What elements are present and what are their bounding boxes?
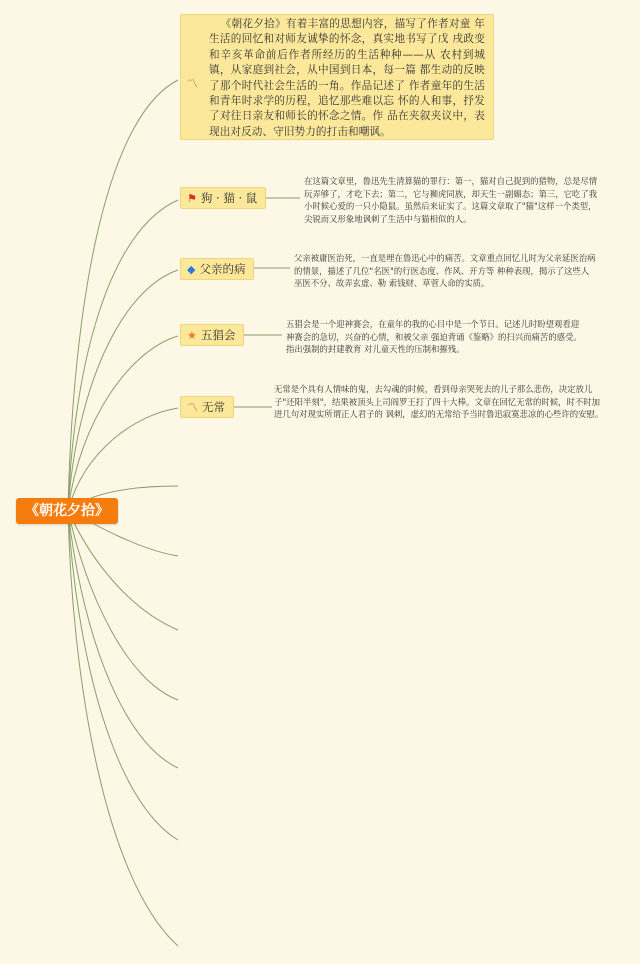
confetti-icon: 〽 xyxy=(187,401,198,414)
topic-label: 狗 · 猫 · 鼠 xyxy=(200,191,258,205)
summary-topic[interactable] xyxy=(180,14,494,140)
topic-dog-cat-mouse[interactable] xyxy=(180,187,266,209)
summary-text: 《朝花夕拾》有着丰富的思想内容，描写了作者对童 年生活的回忆和对师友诚挚的怀念，真实地书写了戊 戌政变和辛亥革命前后作者所经历的生活种种——从 农村到城镇，从家庭到社会，从中国到日本，每一篇 都生动的反映了那个时代社会生活的一角。作品记述了 作者童年的生活和青年时求学的历程，追忆那些难以忘 怀的人和事，抒发了对往日亲友和师长的怀念之情。作 品在夹叙夹议中，表现出对反动、守旧势力的打击和嘲讽。 xyxy=(209,18,485,138)
topic-wuchang[interactable] xyxy=(180,396,234,418)
topic-note: 父亲被庸医治死，一直是埋在鲁迅心中的痛苦。文章重点回忆儿时为父亲延医治病的情景，描述了几位"名医"的行医态度、作风、开方等 种种表现，揭示了这些人巫医不分、故弄玄虚、勒 索钱财、草菅人命的实质。 xyxy=(294,253,596,289)
branch-line-summary xyxy=(68,80,178,510)
branch-line-topic-3 xyxy=(68,336,178,510)
root-topic[interactable]: 《朝花夕拾》 xyxy=(16,498,118,524)
topic-father-illness[interactable] xyxy=(180,258,254,280)
branch-line-empty-7 xyxy=(68,510,178,946)
branch-line-empty-5 xyxy=(68,510,178,768)
red-flag-icon: ⚑ xyxy=(187,192,197,205)
branch-line-topic-2 xyxy=(68,270,178,510)
branch-line-topic-4 xyxy=(68,408,178,510)
topic-label: 父亲的病 xyxy=(199,262,246,276)
confetti-icon: 〽 xyxy=(187,77,198,90)
star-icon: ★ xyxy=(187,329,197,342)
fire-icon: ◆ xyxy=(187,263,196,276)
topic-note: 在这篇文章里，鲁迅先生清算猫的罪行：第一，猫对自己捉到的猎物，总是尽情玩弄够了，才吃下去；第二，它与狮虎同族，却天生一副媚态；第三，它吃了我小时候心爱的一只小隐鼠。虽然后来证实了。这篇文章取了"猫"这样一个类型，尖锐而又形象地讽刺了生活中与猫相似的人。 xyxy=(304,176,598,224)
topic-note: 无常是个具有人情味的鬼，去勾魂的时候，看到母亲哭死去的儿子那么悲伤，决定放儿子"还阳半刻"，结果被顶头上司阎罗王打了四十大棒。文章在回忆无常的时候，时不时加进几句对现实所谓正人君子的 讽刺，虚幻的无常给予当时鲁迅寂寞悲凉的心些许的安慰。 xyxy=(274,384,604,420)
branch-line-empty-6 xyxy=(68,510,178,840)
topic-wuchang-fair[interactable] xyxy=(180,324,244,346)
topic-note: 五猖会是一个迎神赛会，在童年的我的心目中是一个节日。记述儿时盼望观看迎神赛会的急切，兴奋的心情，和被父亲 强迫背诵《鉴略》的扫兴而痛苦的感受。指出强制的封建教育 对儿童天性的压制和摧残。 xyxy=(286,319,582,355)
topic-label: 无常 xyxy=(202,400,225,414)
branch-line-topic-1 xyxy=(68,200,178,510)
topic-label: 五猖会 xyxy=(200,328,236,342)
